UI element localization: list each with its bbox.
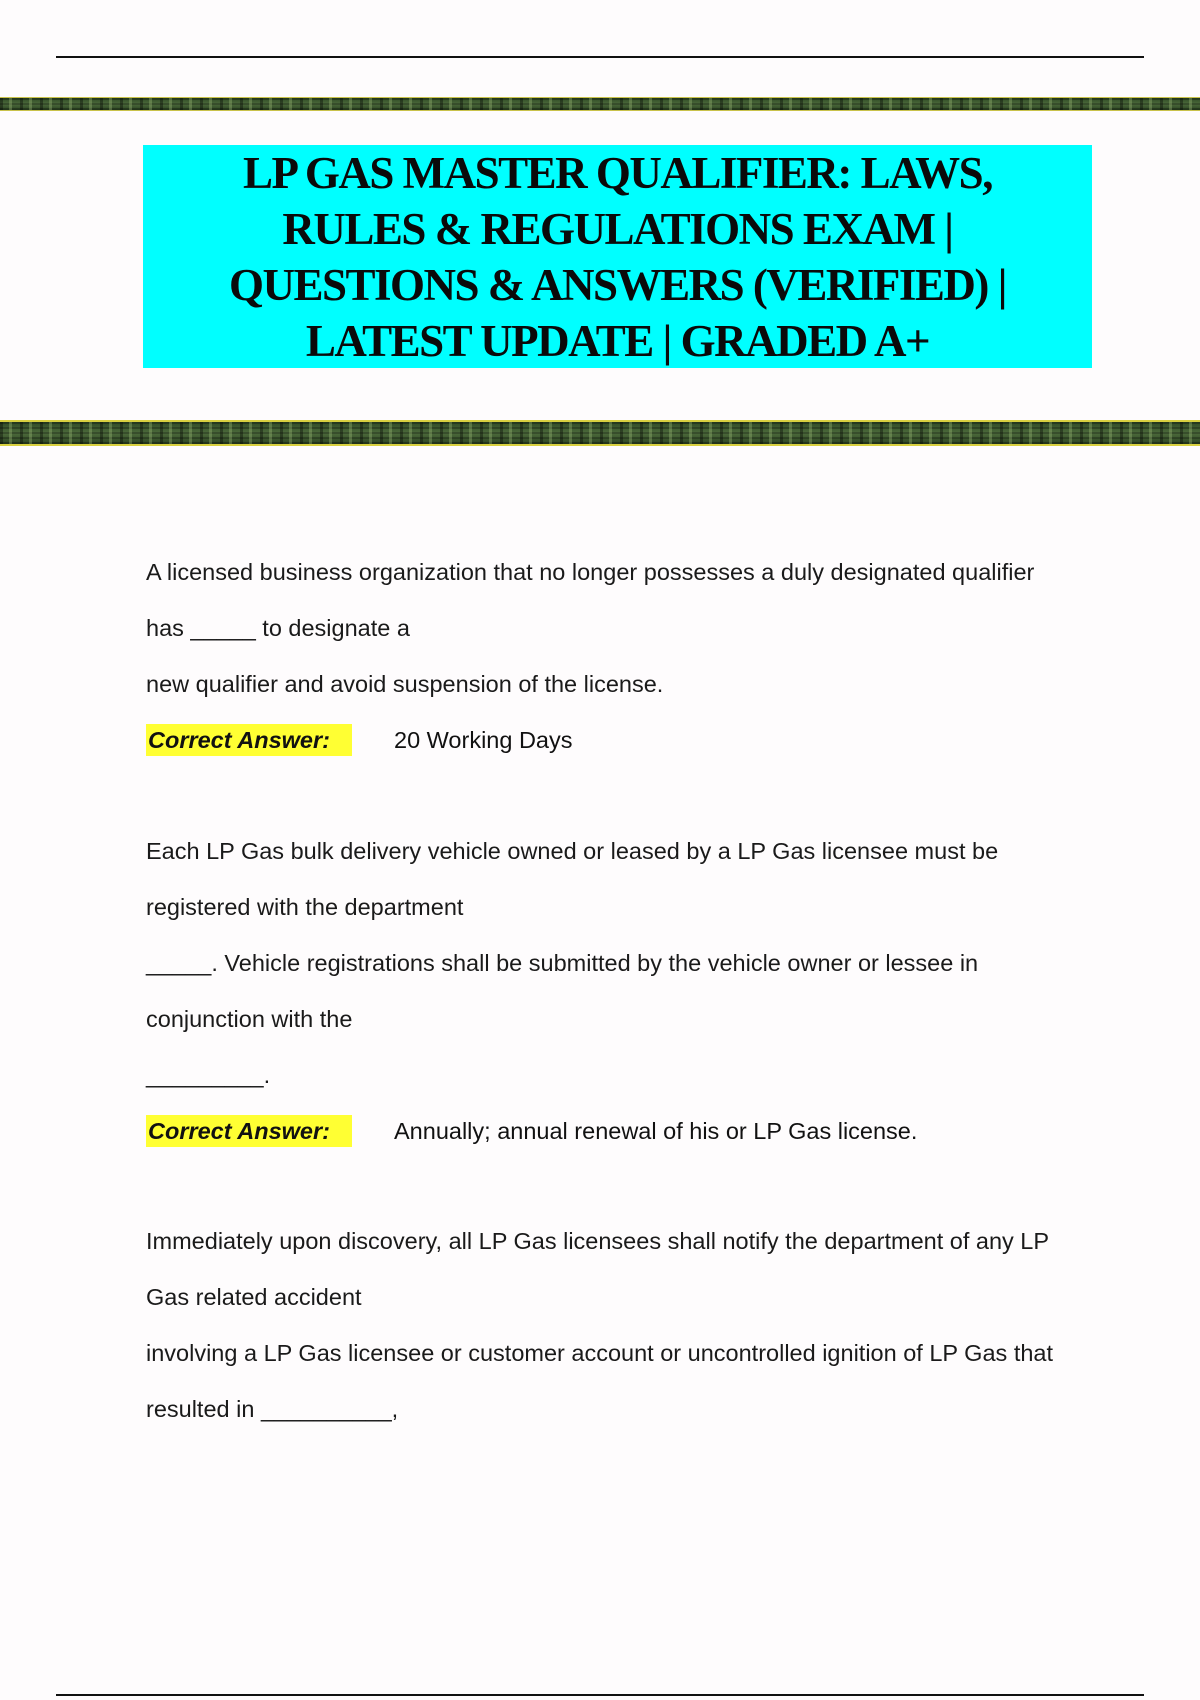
answer-text: 20 Working Days bbox=[394, 727, 573, 753]
question-block-3 bbox=[146, 1213, 1106, 1437]
question-text-line: Gas related accident bbox=[146, 1284, 362, 1310]
question-text-line: Each LP Gas bulk delivery vehicle owned or leased by a LP Gas licensee must be bbox=[146, 838, 999, 864]
correct-answer-label: Correct Answer: bbox=[146, 724, 352, 756]
bottom-rule bbox=[56, 1694, 1144, 1696]
title-line: RULES & REGULATIONS EXAM | bbox=[282, 203, 953, 254]
answer-row bbox=[146, 712, 1106, 768]
question-text-line: A licensed business organization that no longer possesses a duly designated qualifier bbox=[146, 559, 1035, 585]
question-text-line: Immediately upon discovery, all LP Gas licensees shall notify the department of any LP bbox=[146, 1228, 1050, 1254]
title-line: LP GAS MASTER QUALIFIER: LAWS, bbox=[243, 147, 992, 198]
correct-answer-label: Correct Answer: bbox=[146, 1115, 352, 1147]
decorative-band-bottom bbox=[0, 420, 1200, 446]
question-block-1 bbox=[146, 544, 1106, 768]
answer-text: Annually; annual renewal of his or LP Gas license. bbox=[394, 1118, 918, 1144]
question-text-line: conjunction with the bbox=[146, 1006, 353, 1032]
question-text-line: registered with the department bbox=[146, 894, 464, 920]
question-text-line: new qualifier and avoid suspension of the license. bbox=[146, 671, 664, 697]
title-box bbox=[143, 145, 1092, 368]
question-text-line: has _____ to designate a bbox=[146, 615, 410, 641]
top-rule bbox=[56, 56, 1144, 58]
question-text-line: involving a LP Gas licensee or customer account or uncontrolled ignition of LP Gas that bbox=[146, 1340, 1054, 1366]
decorative-band-top bbox=[0, 97, 1200, 111]
title-line: QUESTIONS & ANSWERS (VERIFIED) | bbox=[228, 259, 1007, 310]
question-block-2 bbox=[146, 823, 1106, 1159]
question-text-line: resulted in __________, bbox=[146, 1396, 399, 1422]
question-text-line: _____. Vehicle registrations shall be submitted by the vehicle owner or lessee in bbox=[146, 950, 979, 976]
title-line: LATEST UPDATE | GRADED A+ bbox=[305, 315, 930, 366]
answer-row bbox=[146, 1103, 1106, 1159]
question-text-line: _________. bbox=[146, 1062, 271, 1088]
